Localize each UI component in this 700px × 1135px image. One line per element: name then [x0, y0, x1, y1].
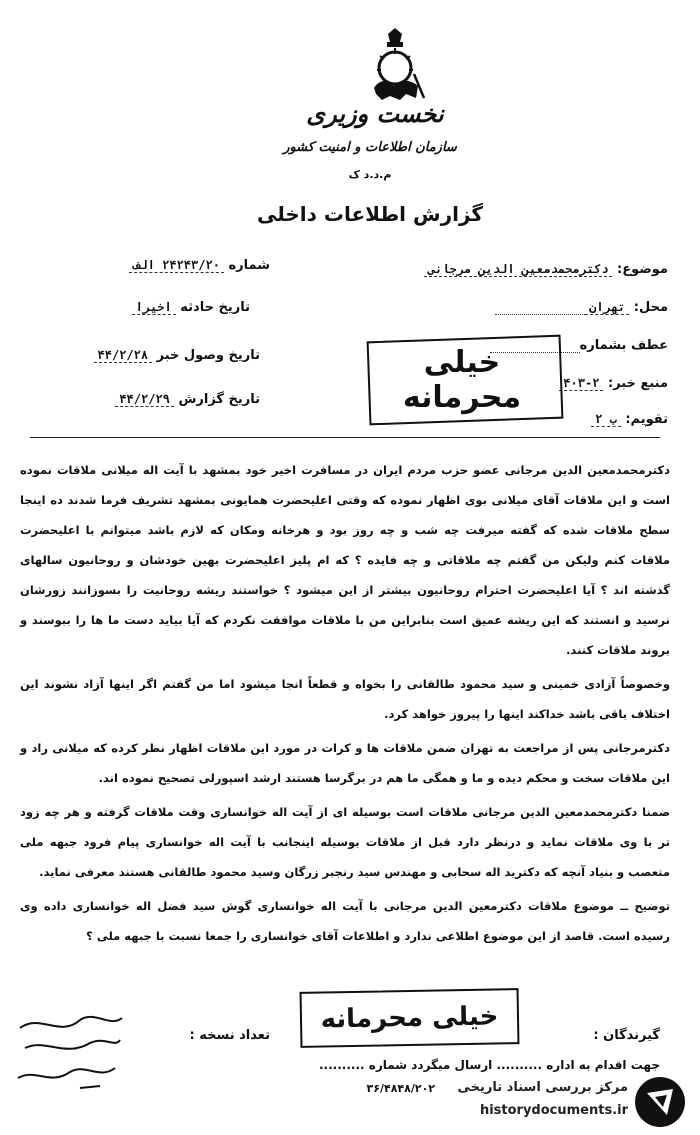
lion-and-sun-emblem	[360, 28, 430, 108]
subject-value: دکترمحمدمعین الدین مرجانی	[424, 262, 613, 277]
body-paragraph-4: ضمنا دکترمحمدمعین الدین مرجانی ملاقات است بوسیله ای از آیت اله خوانساری وقت ملاقات گرفته و هر چه زود تر با وی ملاقات نماید و درنظر دارد قبل از ملاقات بوسیله اینجانب با آیت اله خوانساری پیام فرود جبهه ملی متعصب و بنیاد آنچه که دکترید اله سحابی و مهندس سید رنجبر زرگان وسید محمود طالقانی هستند معرفی نماید.	[20, 805, 670, 879]
receipt-date-label: تاریخ وصول خبر	[156, 348, 260, 363]
place-field	[495, 300, 668, 315]
subject-label: موضوع:	[612, 262, 668, 277]
copies-label: تعداد نسخه :	[189, 1028, 270, 1043]
org-code: م.د.د ک	[348, 168, 392, 181]
watermark-text-en: historydocuments.ir	[479, 1103, 628, 1118]
archive-logo-icon	[633, 1075, 687, 1129]
source-label: منبع خبر:	[603, 376, 668, 391]
attachment-label: عطف بشماره	[579, 338, 668, 353]
rating-field	[591, 412, 668, 427]
body-paragraph-2: وخصوصاً آزادی خمینی و سید محمود طالقانی را بخواه و قطعاً انجا میشود اما من گفتم اگر اینها آزاد نشوند این اختلاف باقی باشد خداکند اینها را پیروز خواهد کرد.	[20, 677, 670, 721]
report-date-field	[115, 392, 260, 407]
event-date-label: تاریخ حادثه	[180, 300, 250, 315]
department-line: جهت اقدام به اداره .......... ارسال میگردد شماره ..........	[318, 1058, 660, 1072]
report-title: گزارش اطلاعات داخلی	[256, 202, 484, 226]
classification-stamp-bottom: خیلی محرمانه	[300, 988, 520, 1048]
watermark-text-fa: مرکز بررسی اسناد تاریخی	[457, 1080, 628, 1095]
rating-value: ب ۲	[591, 412, 621, 427]
event-date-field	[132, 300, 250, 315]
reference-number: ۳۶/۴۸۴۸/۲۰۲	[366, 1082, 435, 1095]
source-value: ۲-۴۰۳	[559, 376, 603, 391]
receipt-date-field	[94, 348, 261, 363]
place-label: محل:	[629, 300, 668, 315]
handwritten-signature	[10, 1008, 130, 1098]
report-body	[20, 455, 670, 955]
classification-stamp-top: خیلی محرمانه	[402, 345, 522, 415]
body-paragraph-1: دکترمحمدمعین الدین مرجانی عضو حزب مردم ایران در مسافرت اخیر خود بمشهد با آیت اله میلانی ملاقات نموده است و این ملاقات آقای میلانی بوی اظهار نموده که وقتی اعلیحضرت همایونی بمشهد تشریف فرما شدند ده اینجا سطح ملاقات شده که گفته میرفت چه شب و چه روز بود و هرخانه ومکان که لازم باشد میتوانم با اعلیحضرت ملاقات کنم ولیکن من گفتم چه ملاقاتی و چه فایده ؟ که ام پلیز اعلیحضرت بهین خودشان و روحانیون سالهای گذشته اند ؟ آیا اعلیحضرت احترام روحانیون بیشتر از این میشود ؟ خواستند ریشه روحانیت را بسوزانند زورشان نرسید و انستند که این ریشه عمیق است بنابراین من با ملاقات موافقت نکردم که آیا بیاید دست ما ها را ببوسند و بروند ملاقات کنند.	[20, 463, 670, 657]
report-date-label: تاریخ گزارش	[178, 392, 260, 407]
subject-field	[424, 262, 668, 277]
event-date-value: اخیرا	[132, 300, 176, 315]
place-value: تهران	[585, 300, 629, 315]
report-date-value: ۴۴/۲/۲۹	[115, 392, 174, 407]
number-label: شماره	[228, 258, 270, 273]
receipt-date-value: ۴۴/۲/۲۸	[94, 348, 153, 363]
header-divider	[30, 437, 660, 438]
number-value: ۲۴۲۴۳/۲۰ الف	[129, 258, 224, 273]
org-subtitle: سازمان اطلاعات و امنیت کشور	[283, 140, 457, 155]
org-title: نخست وزیری	[306, 100, 444, 128]
body-paragraph-5: توضیح ــ موضوع ملاقات دکترمعین الدین مرجانی با آیت اله خوانساری گوش سید فضل اله خوانساری داده وی رسیده است. قاصد از این موضوع اطلاعی ندارد و اطلاعات آقای خوانساری را جمعا نسبت با جبهه ملی ؟	[20, 899, 670, 943]
recipients-label: گیرندگان :	[593, 1028, 660, 1043]
rating-label: تقویم:	[620, 412, 668, 427]
number-field	[129, 258, 270, 273]
source-field	[559, 376, 668, 391]
body-paragraph-3: دکترمرجانی پس از مراجعت به تهران ضمن ملاقات ها و کرات در مورد این ملاقات اظهار نظر کرده که میلانی راد و این ملاقات سخت و محکم دیده و ما و همگی ما هم در برگرسا هستند ارشد اسپورلی تصحیح نموده اند.	[20, 741, 670, 785]
